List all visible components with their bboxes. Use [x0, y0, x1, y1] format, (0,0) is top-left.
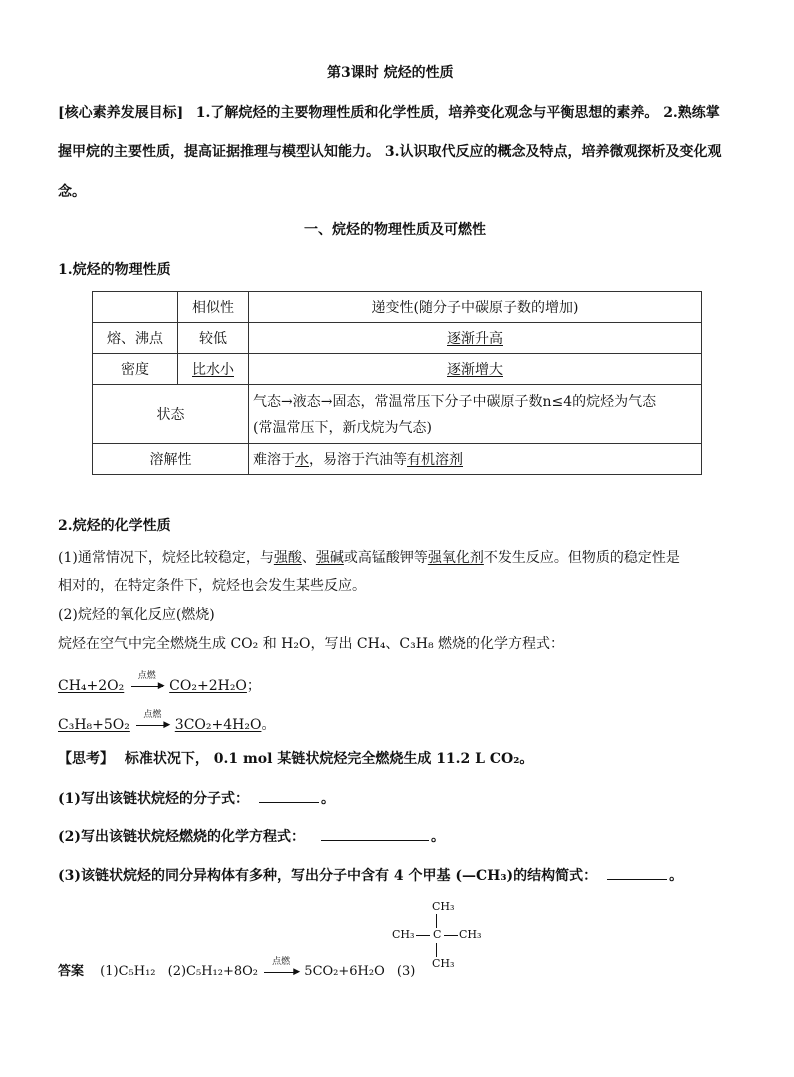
text: 强酸 — [273, 550, 302, 566]
physical-properties-table — [92, 291, 702, 475]
question-end: 。 — [669, 868, 684, 884]
table-cell — [249, 385, 702, 444]
equation-2 — [58, 710, 276, 734]
text: 强氧化剂 — [427, 550, 484, 566]
state-line-2: (常温常压下，新戊烷为气态) — [253, 420, 432, 436]
table-cell — [249, 444, 702, 475]
question-text: (3)该链状烷烃的同分异构体有多种，写出分子中含有 4 个甲基 (—CH₃)的结构简式： — [58, 868, 598, 884]
think-line — [58, 748, 533, 768]
table-cell: 状态 — [93, 385, 249, 444]
text: 难溶于 — [253, 452, 295, 468]
table-cell: 熔、沸点 — [93, 323, 178, 354]
question-text: (1)写出该链状烷烃的分子式： — [58, 791, 249, 807]
struct-left: CH₃ — [392, 928, 415, 941]
text: 水 — [295, 452, 309, 468]
question-end: 。 — [321, 791, 335, 807]
answer-blank[interactable] — [607, 867, 667, 880]
trend-text: 逐渐增大 — [447, 362, 503, 378]
chem-para-3: 烷烃在空气中完全燃烧生成 CO₂ 和 H₂O，写出 CH₄、C₃H₈ 燃烧的化学方程式： — [58, 636, 565, 652]
subsection-heading-2: 2.烷烃的化学性质 — [58, 518, 171, 534]
eq-end: ； — [246, 678, 261, 694]
condition-label: 点燃 — [272, 956, 291, 967]
question-text: (2)写出该链状烷烃燃烧的化学方程式： — [58, 829, 305, 845]
eq-left: CH₄+2O₂ — [58, 678, 125, 694]
goals-text-1: 1.了解烷烃的主要物理性质和化学性质，培养变化观念与平衡思想的素养。 2.熟练掌 — [195, 105, 720, 121]
text: 有机溶剂 — [407, 452, 463, 468]
goals-label: [核心素养发展目标] — [58, 105, 184, 121]
table-row — [93, 354, 702, 385]
text: (1)通常情况下，烷烃比较稳定，与 — [58, 550, 274, 566]
question-2 — [58, 826, 445, 846]
chem-para-1-line-2: 相对的，在特定条件下，烷烃也会发生某些反应。 — [58, 578, 366, 594]
think-label: 【思考】 — [58, 751, 114, 767]
similar-text: 比水小 — [192, 362, 234, 378]
answer-blank[interactable] — [259, 790, 319, 803]
condition-label: 点燃 — [143, 710, 162, 720]
answer-3: (3) — [396, 964, 416, 979]
eq-end: 。 — [261, 717, 276, 733]
table-cell: 相似性 — [178, 292, 249, 323]
question-1 — [58, 788, 335, 808]
goals-line-1 — [58, 102, 720, 122]
goals-line-3: 念。 — [58, 184, 86, 200]
chem-para-1 — [58, 547, 680, 567]
reaction-arrow-icon: 点燃 ▶ — [264, 965, 298, 979]
equation-1 — [58, 671, 261, 695]
answer-2-left: (2)C₅H₁₂+8O₂ — [167, 964, 259, 979]
question-end: 。 — [431, 829, 445, 845]
eq-left: C₃H₈+5O₂ — [58, 717, 130, 733]
struct-top: CH₃ — [432, 900, 455, 913]
table-header-row — [93, 292, 702, 323]
chem-para-2: (2)烷烃的氧化反应(燃烧) — [58, 607, 215, 623]
reaction-arrow-icon: 点燃 ▶ — [136, 718, 168, 732]
question-3 — [58, 865, 683, 885]
text: ，易溶于汽油等 — [309, 452, 407, 468]
table-cell — [93, 292, 178, 323]
section-heading: 一、烷烃的物理性质及可燃性 — [304, 222, 486, 238]
text: 不发生反应。但物质的稳定性是 — [483, 550, 680, 566]
think-text: 标准状况下， 0.1 mol 某链状烷烃完全燃烧生成 11.2 L CO₂。 — [124, 751, 534, 767]
table-cell: 密度 — [93, 354, 178, 385]
page-title: 第3课时 烷烃的性质 — [327, 65, 454, 81]
table-row — [93, 323, 702, 354]
state-line-1: 气态→液态→固态，常温常压下分子中碳原子数n≤4的烷烃为气态 — [253, 394, 657, 410]
reaction-arrow-icon: 点燃 ▶ — [131, 679, 163, 693]
condition-label: 点燃 — [137, 671, 156, 681]
answer-line — [58, 956, 416, 979]
table-row — [93, 444, 702, 475]
eq-right: 3CO₂+4H₂O — [174, 717, 262, 733]
table-cell — [178, 354, 249, 385]
trend-text: 逐渐升高 — [447, 331, 503, 347]
answer-label: 答案 — [58, 964, 85, 979]
table-row — [93, 385, 702, 444]
neopentane-structure — [388, 898, 488, 976]
table-cell: 递变性(随分子中碳原子数的增加) — [249, 292, 702, 323]
text: 、 — [301, 550, 316, 566]
answer-1: (1)C₅H₁₂ — [100, 964, 156, 979]
table-cell — [249, 354, 702, 385]
table-cell — [249, 323, 702, 354]
struct-right: CH₃ — [459, 928, 482, 941]
text: 强碱 — [315, 550, 344, 566]
eq-right: CO₂+2H₂O — [169, 678, 247, 694]
answer-2-right: 5CO₂+6H₂O — [304, 964, 385, 979]
subsection-heading-1: 1.烷烃的物理性质 — [58, 262, 171, 278]
struct-bottom: CH₃ — [432, 957, 455, 970]
struct-center: C — [433, 928, 442, 941]
answer-blank[interactable] — [321, 828, 429, 841]
table-cell: 溶解性 — [93, 444, 249, 475]
table-cell: 较低 — [178, 323, 249, 354]
goals-line-2: 握甲烷的主要性质，提高证据推理与模型认知能力。 3.认识取代反应的概念及特点，培养微观探析及变化观 — [58, 144, 722, 160]
text: 或高锰酸钾等 — [343, 550, 428, 566]
